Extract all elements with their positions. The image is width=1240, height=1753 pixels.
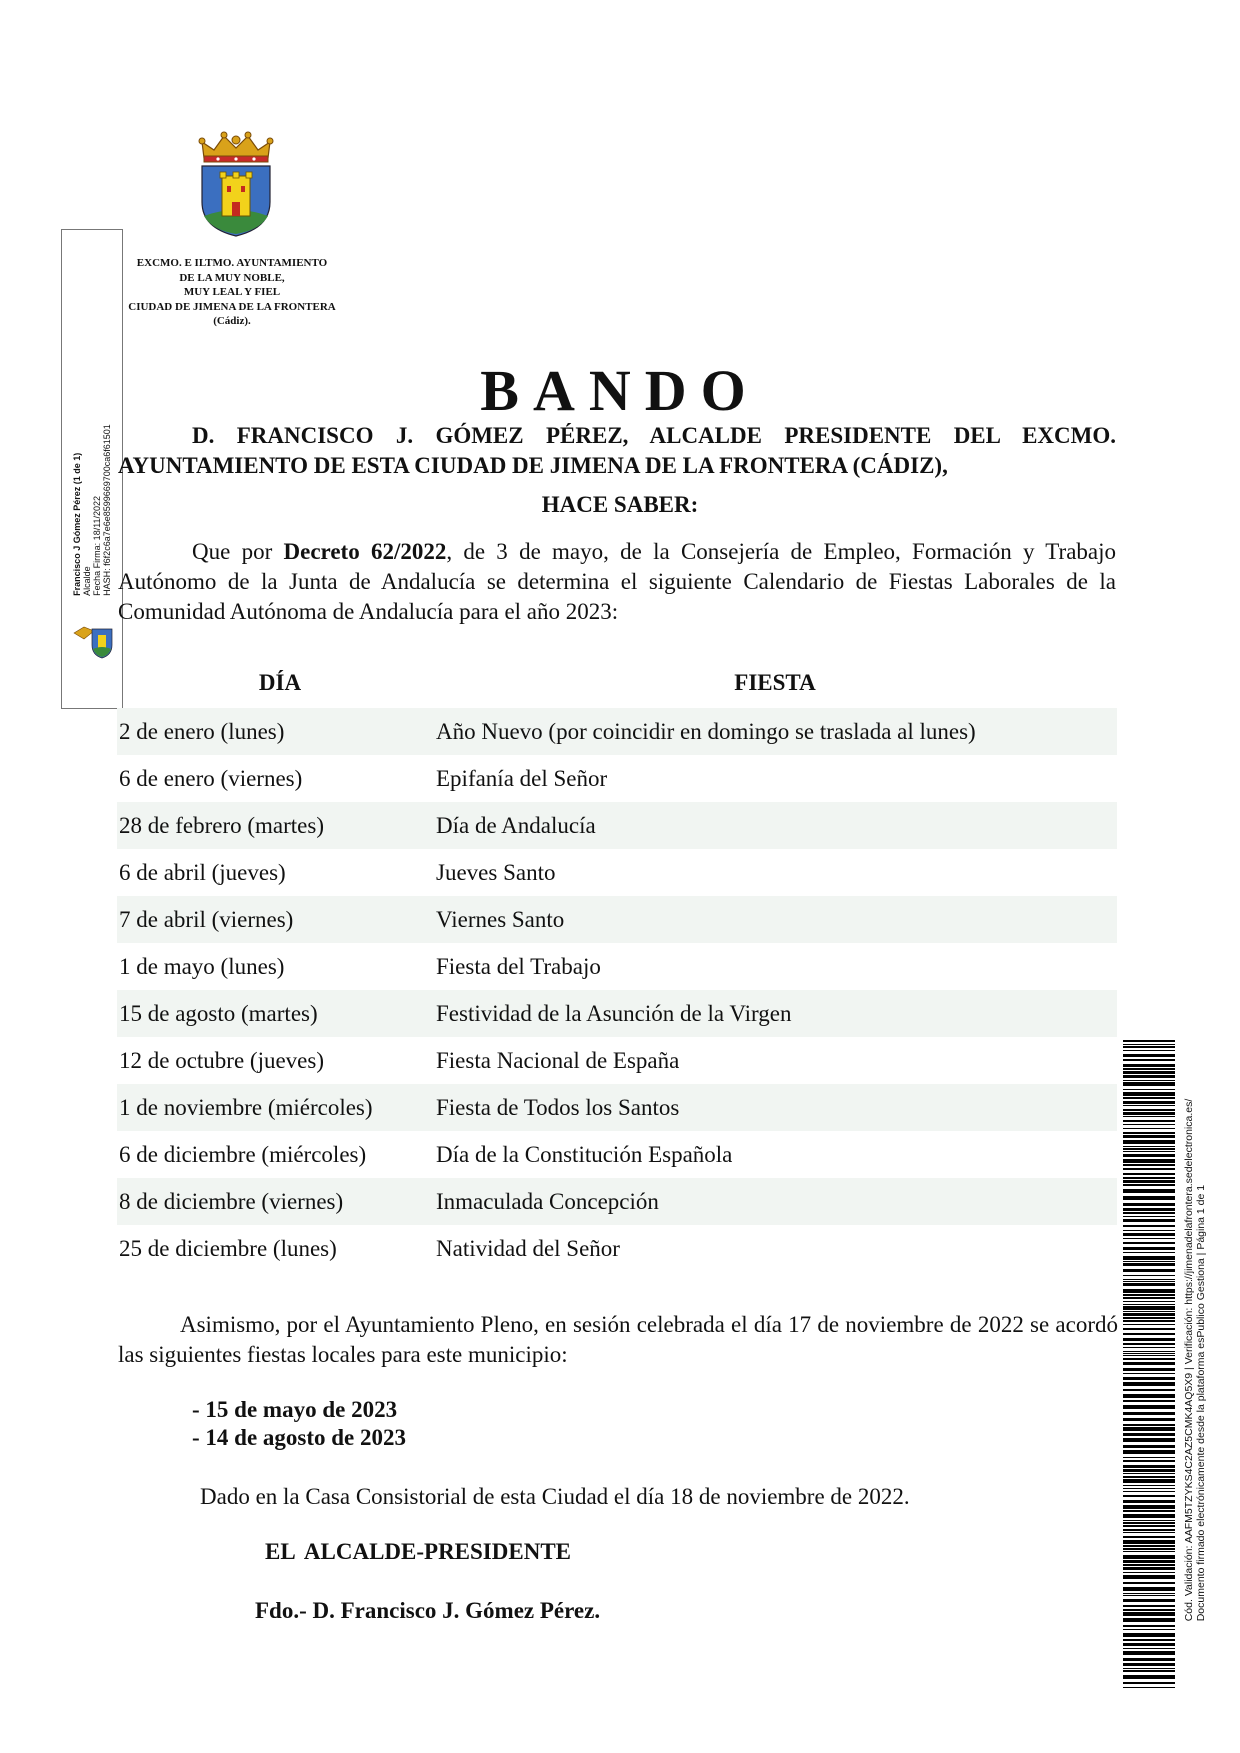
table-row [117, 708, 1117, 755]
org-line: MUY LEAL Y FIEL [183, 286, 281, 298]
table-row [117, 849, 1117, 896]
intro-text-after: , de 3 de mayo, de la Consejería de Empleo, Formación y Trabajo Autónomo de la Junta de Andalucía se determina el siguiente Calendario de Fiestas Laborales de la Comunidad Autónoma de Andalucía para el año 2023: [118, 539, 1117, 624]
day-cell: 8 de diciembre (viernes) [119, 1188, 344, 1214]
document-title: BANDO [480, 358, 760, 423]
day-cell: 1 de noviembre (miércoles) [119, 1094, 373, 1120]
day-cell: 28 de febrero (martes) [119, 812, 324, 838]
table-row [117, 1131, 1117, 1178]
signature-hash: HASH: f6f2c6a7e6e8599669700ca6f61501 [102, 424, 112, 596]
holiday-cell: Fiesta Nacional de España [436, 1047, 680, 1073]
holiday-cell: Jueves Santo [436, 859, 556, 885]
table-row [117, 1225, 1117, 1272]
signer-role: Alcalde [82, 566, 92, 596]
column-header-dia: DÍA [258, 670, 302, 695]
intro-paragraph [118, 537, 1116, 627]
day-cell: 25 de diciembre (lunes) [119, 1235, 337, 1261]
holiday-cell: Día de la Constitución Española [436, 1141, 733, 1167]
signatory-role: EL ALCALDE-PRESIDENTE [265, 1539, 571, 1564]
local-holiday-date: - 14 de agosto de 2023 [192, 1425, 407, 1450]
column-header-fiesta: FIESTA [734, 670, 816, 695]
holiday-cell: Festividad de la Asunción de la Virgen [436, 1000, 792, 1026]
day-cell: 6 de enero (viernes) [119, 765, 303, 791]
org-line: DE LA MUY NOBLE, [179, 271, 285, 284]
day-cell: 15 de agosto (martes) [119, 1000, 318, 1026]
table-row [117, 943, 1117, 990]
signature-date: Fecha Firma: 18/11/2022 [92, 495, 102, 596]
platform-note: Documento firmado electrónicamente desde la plataforma esPublico Gestiona | Página 1 de 1 [1195, 1184, 1207, 1622]
holiday-cell: Inmaculada Concepción [436, 1188, 659, 1214]
table-row [117, 1084, 1117, 1131]
local-holidays-paragraph: Asimismo, por el Ayuntamiento Pleno, en sesión celebrada el día 17 de noviembre de 2022 se acordó las siguientes fiestas locales para este municipio: [118, 1312, 1118, 1367]
signer-name: Francisco J Gómez Pérez (1 de 1) [72, 452, 82, 596]
table-row [117, 755, 1117, 802]
day-cell: 7 de abril (viernes) [119, 906, 294, 932]
holiday-cell: Fiesta del Trabajo [436, 953, 601, 979]
intro-text-before: Que por [192, 539, 284, 564]
table-row [117, 1178, 1117, 1225]
day-cell: 1 de mayo (lunes) [119, 953, 285, 979]
org-line: CIUDAD DE JIMENA DE LA FRONTERA [128, 300, 336, 313]
holiday-cell: Epifanía del Señor [436, 765, 608, 791]
barcode-icon [1123, 1040, 1175, 1688]
holiday-cell: Viernes Santo [436, 906, 565, 932]
day-cell: 6 de abril (jueves) [119, 859, 286, 885]
holiday-cell: Año Nuevo (por coincidir en domingo se traslada al lunes) [436, 718, 976, 744]
holiday-cell: Natividad del Señor [436, 1235, 620, 1261]
local-holiday-date: - 15 de mayo de 2023 [192, 1397, 398, 1422]
mayor-heading: D. FRANCISCO J. GÓMEZ PÉREZ, ALCALDE PRESIDENTE DEL EXCMO. AYUNTAMIENTO DE ESTA CIUDAD DE JIMENA DE LA FRONTERA (CÁDIZ), [118, 423, 1116, 478]
small-coat-of-arms-icon [72, 625, 116, 659]
validation-code: Cód. Validación: AAFM5TZYKS4C2AZ5CMK4AQ5X9 | Verificación: https://jimenadelafrontera.sedelectronica.es/ [1183, 1098, 1195, 1622]
organization-header [112, 256, 352, 329]
table-row [117, 896, 1117, 943]
holiday-table [117, 708, 1117, 1272]
table-row [117, 1037, 1117, 1084]
decree-reference: Decreto 62/2022 [283, 539, 447, 564]
closing-statement: Dado en la Casa Consistorial de esta Ciudad el día 18 de noviembre de 2022. [200, 1484, 910, 1509]
holiday-cell: Día de Andalucía [436, 812, 596, 838]
table-row [117, 802, 1117, 849]
day-cell: 6 de diciembre (miércoles) [119, 1141, 367, 1167]
hace-saber-heading: HACE SABER: [541, 492, 699, 517]
table-row [117, 990, 1117, 1037]
digital-signature-box [61, 229, 123, 709]
signatory-name: Fdo.- D. Francisco J. Gómez Pérez. [255, 1598, 601, 1623]
holiday-cell: Fiesta de Todos los Santos [436, 1094, 680, 1120]
org-line: (Cádiz). [213, 315, 251, 327]
day-cell: 12 de octubre (jueves) [119, 1047, 325, 1073]
validation-text [1183, 1099, 1207, 1622]
coat-of-arms-logo [196, 128, 276, 238]
local-holiday-list [192, 1396, 406, 1452]
org-line: EXCMO. E ILTMO. AYUNTAMIENTO [136, 257, 328, 269]
day-cell: 2 de enero (lunes) [119, 718, 285, 744]
